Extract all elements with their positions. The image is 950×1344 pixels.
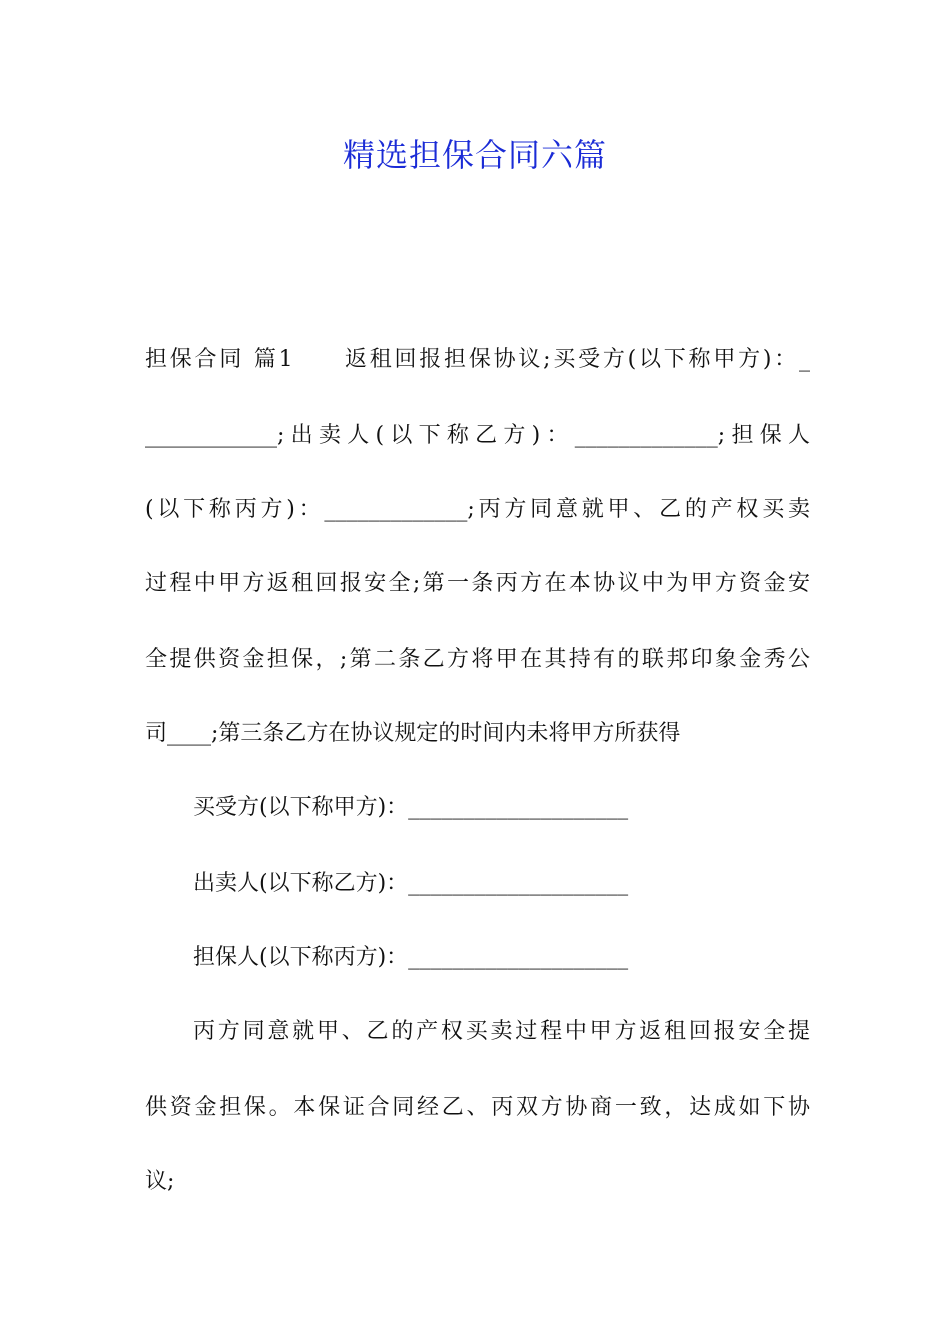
seller-field-line: 出卖人(以下称乙方)：____________________ — [193, 871, 629, 896]
buyer-field-line: 买受方(以下称甲方)：____________________ — [193, 795, 629, 820]
body-line-3: (以下称丙方)：_____________;丙方同意就甲、乙的产权买卖 — [145, 497, 810, 522]
body-line-4: 过程中甲方返租回报安全;第一条丙方在本协议中为甲方资金安 — [145, 571, 810, 596]
body-line-2: ____________;出卖人(以下称乙方)：_____________;担保人 — [145, 423, 810, 448]
body-line-10: 丙方同意就甲、乙的产权买卖过程中甲方返租回报安全提 — [193, 1019, 810, 1044]
body-line-11: 供资金担保。本保证合同经乙、丙双方协商一致，达成如下协 — [145, 1095, 810, 1120]
document-title: 精选担保合同六篇 — [342, 136, 607, 174]
body-line-6: 司____;第三条乙方在协议规定的时间内未将甲方所获得 — [145, 721, 681, 746]
body-line-5: 全提供资金担保，;第二条乙方将甲在其持有的联邦印象金秀公 — [145, 647, 810, 672]
body-line-12: 议; — [145, 1169, 175, 1194]
guarantor-field-line: 担保人(以下称丙方)：____________________ — [193, 945, 629, 970]
body-line-1: 担保合同 篇1 返租回报担保协议;买受方(以下称甲方)：_ — [145, 347, 810, 372]
